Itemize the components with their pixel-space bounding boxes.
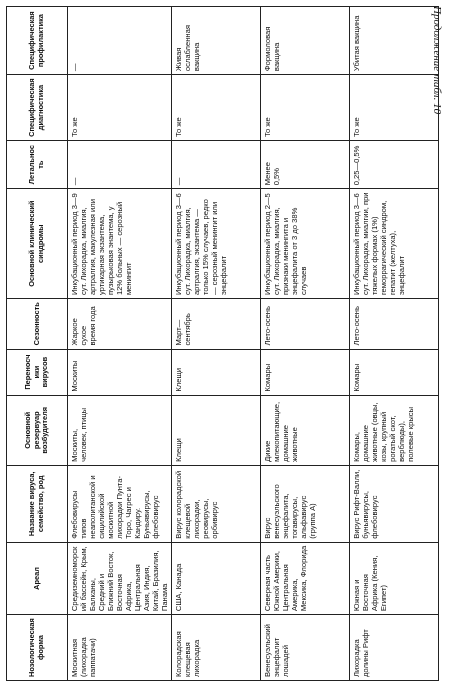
cell-vectors: Клещи bbox=[172, 349, 261, 395]
cell-prophylaxis: Убитая вакцина bbox=[350, 7, 439, 75]
cell-form: Колорадская клещевая лихорадка bbox=[172, 615, 261, 681]
cell-syndromes: Инкубационный период 3—9 сут. Лихорадка, миалгия, артралгия, макулезная или уртикарная экзантема, пузырьковая энантема, у 12% больных — серозный менингит bbox=[68, 189, 172, 299]
cell-prophylaxis: Живая ослабленная вакцина bbox=[172, 7, 261, 75]
column-header: Сезонность bbox=[7, 299, 68, 349]
cell-virus: Вирус Рифт-Валли, буньявирусы, флебовирус bbox=[350, 465, 439, 542]
cell-season: Лето-осень bbox=[261, 299, 350, 349]
cell-diagnosis: То же bbox=[261, 75, 350, 141]
cell-syndromes: Инкубационный период 3—6 сут. Лихорадка, миалгия, артралгия, экзантема — только 15% случаев, редко — серозный менингит или энцефалит bbox=[172, 189, 261, 299]
cell-reservoir: Клещи bbox=[172, 395, 261, 465]
cell-syndromes: Инкубационный период 3—6 сут. Лихорадка, миалгии, при тяжелых формах (1%) геморрагический синдром, гепатит (желтуха), энцефалит bbox=[350, 189, 439, 299]
column-header: Основной резервуар возбудителя bbox=[7, 395, 68, 465]
cell-diagnosis: То же bbox=[68, 75, 172, 141]
column-header: Нозологическая форма bbox=[7, 615, 68, 681]
cell-form: Венесуэльский энцефалит лошадей bbox=[261, 615, 350, 681]
cell-area: США, Канада bbox=[172, 542, 261, 614]
cell-reservoir: Москиты, человек, птицы bbox=[68, 395, 172, 465]
table-row bbox=[172, 7, 261, 681]
column-header: Ареал bbox=[7, 542, 68, 614]
cell-prophylaxis: — bbox=[68, 7, 172, 75]
cell-area: Северная часть Южной Америки, Центральная Америка, Мексика, Флорида bbox=[261, 542, 350, 614]
cell-prophylaxis: Формоловая вакцина bbox=[261, 7, 350, 75]
cell-virus: Вирус венесуэльского энцефалита, тогавирусы, альфавирус (группа А) bbox=[261, 465, 350, 542]
header-row bbox=[7, 7, 68, 681]
cell-lethality: — bbox=[172, 140, 261, 188]
column-header: Летальность bbox=[7, 140, 68, 188]
table-row bbox=[68, 7, 172, 681]
cell-syndromes: Инкубационный период 2—5 сут. Лихорадка, миалгия, признаки менингита и энцефалита от 3 до 38% случаев bbox=[261, 189, 350, 299]
cell-area: Южная и Восточная Африка (Кения, Египет) bbox=[350, 542, 439, 614]
column-header: Специфическая профилактика bbox=[7, 7, 68, 75]
cell-reservoir: Дикие млекопитающие, домашние животные bbox=[261, 395, 350, 465]
cell-diagnosis: То же bbox=[172, 75, 261, 141]
cell-vectors: Москиты bbox=[68, 349, 172, 395]
cell-virus: Вирус колорадской клещевой лихорадки, реовирусы, орбивирус bbox=[172, 465, 261, 542]
table-row bbox=[261, 7, 350, 681]
cell-lethality: 0,25—0,5% bbox=[350, 140, 439, 188]
cell-area: Средиземноморский бассейн, Крым, Балканы, Средний и Ближний Восток, Восточная Африка, Центральная Азия, Индия, Китай, Бразилия, Панама bbox=[68, 542, 172, 614]
cell-form: Москитная (лихорадка паппатачи) bbox=[68, 615, 172, 681]
column-header: Название вируса, семейство, род bbox=[7, 465, 68, 542]
cell-lethality: — bbox=[68, 140, 172, 188]
data-table bbox=[6, 6, 439, 681]
cell-virus: Флебовирусы типов неаполитанской и сицилийской москитной лихорадки Пунта-Торо, Чагрес и Кандиру. Буньявирусы, флебовирус bbox=[68, 465, 172, 542]
cell-season: Лето-осень bbox=[350, 299, 439, 349]
column-header: Переносчики вирусов bbox=[7, 349, 68, 395]
cell-vectors: Комары bbox=[261, 349, 350, 395]
cell-lethality: Менее 0,5% bbox=[261, 140, 350, 188]
cell-form: Лихорадка долины Рифт bbox=[350, 615, 439, 681]
cell-diagnosis: То же bbox=[350, 75, 439, 141]
cell-vectors: Комары bbox=[350, 349, 439, 395]
page-header: Продолжение табл. 10 bbox=[431, 6, 443, 115]
cell-reservoir: Комары, домашние животные (овцы, козы, крупный рогатый скот, верблюды), полевые крысы bbox=[350, 395, 439, 465]
column-header: Специфическая диагностика bbox=[7, 75, 68, 141]
cell-season: Жаркое сухое время года bbox=[68, 299, 172, 349]
table-row bbox=[350, 7, 439, 681]
column-header: Основной клинический синдромы bbox=[7, 189, 68, 299]
cell-season: Март—сентябрь bbox=[172, 299, 261, 349]
